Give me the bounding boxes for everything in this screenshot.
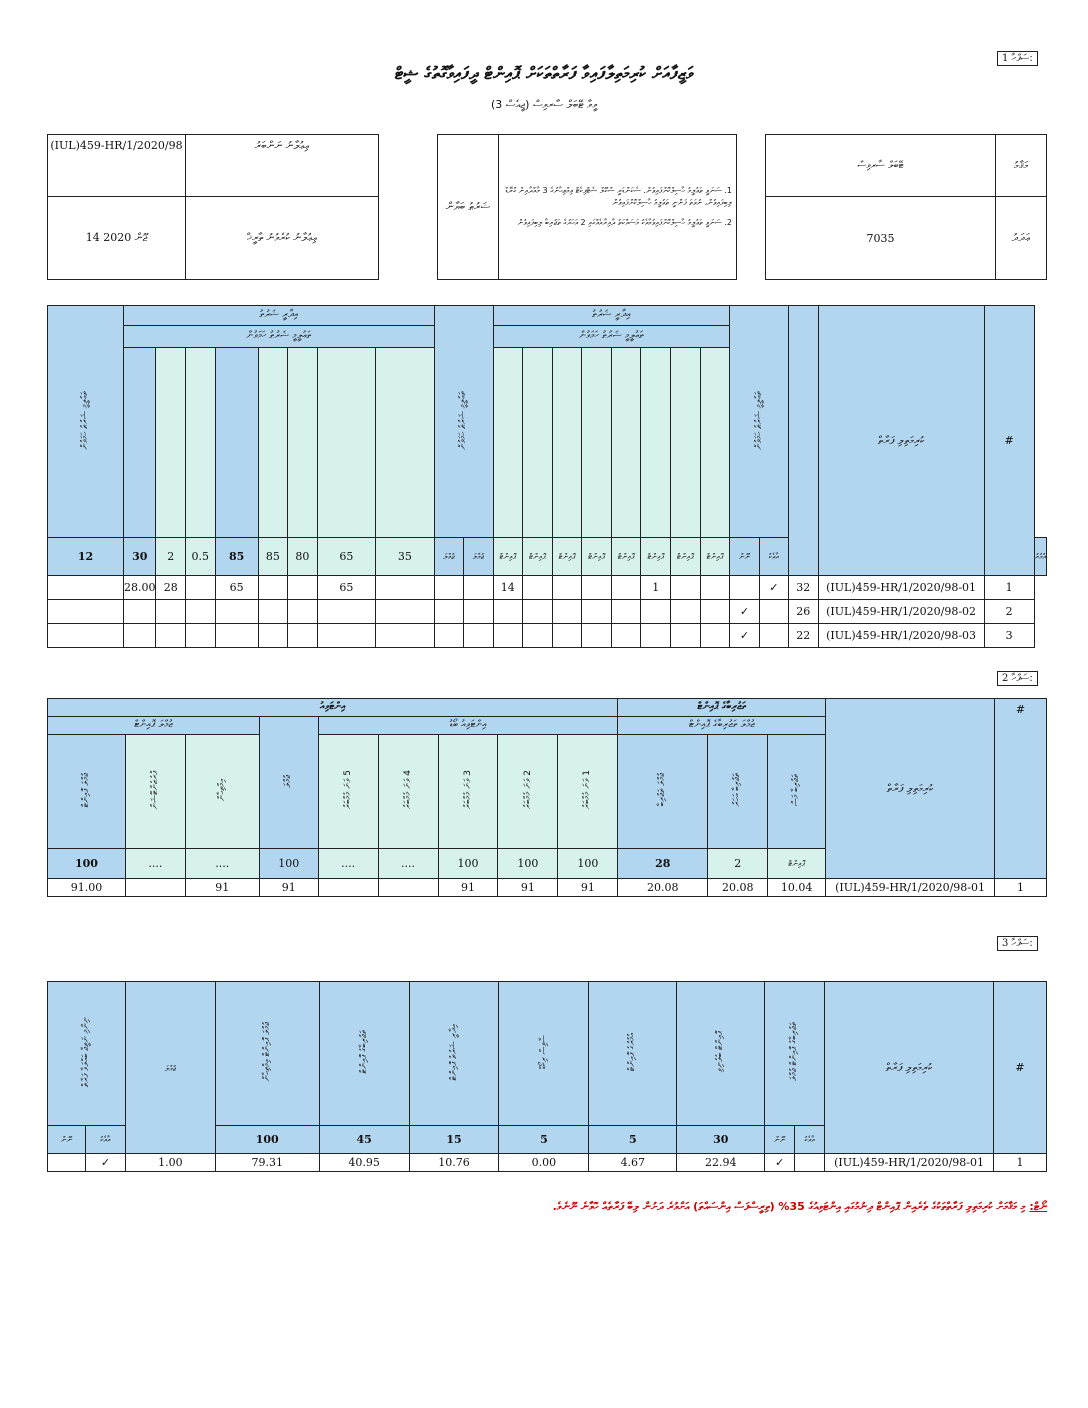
table-row bbox=[48, 879, 1047, 897]
ref-value: (IUL)459-HR/1/2020/98 bbox=[48, 135, 186, 197]
t1-h-h bbox=[376, 348, 435, 538]
t1-max-8: 35 bbox=[376, 538, 435, 576]
t2-r1-m3: 91 bbox=[438, 879, 498, 897]
t2-col-exam: އިމްތިޙާން bbox=[185, 735, 259, 849]
count-value: 7035 bbox=[766, 197, 996, 280]
t2-max-2: .... bbox=[185, 849, 259, 879]
t3-r1-c-no bbox=[48, 1154, 86, 1172]
post-box bbox=[765, 134, 1047, 280]
t1-max-17: ޕޮއިންޓް bbox=[671, 538, 701, 576]
t1-max-1: 30 bbox=[123, 538, 156, 576]
t1-h-g bbox=[317, 348, 376, 538]
t1-max-2: 2 bbox=[156, 538, 186, 576]
t3-r1-total: 79.31 bbox=[215, 1154, 319, 1172]
t2-col-m2: 2 ވަނަ މެމްބަރު bbox=[498, 735, 558, 849]
t3-max-10: އާއެކު bbox=[795, 1126, 825, 1154]
t2-r1-m1: 91 bbox=[558, 879, 618, 897]
t2-r1-ref: (IUL)459-HR/1/2020/98-01 bbox=[826, 879, 995, 897]
t1-r1-check-yes: ✓ bbox=[759, 576, 788, 600]
t3-r1-p45: 40.95 bbox=[319, 1154, 409, 1172]
t1-h-c bbox=[185, 348, 215, 538]
footer-label: ނޯޓް: bbox=[1029, 1200, 1047, 1213]
t3-r1-ref: (IUL)459-HR/1/2020/98-01 bbox=[825, 1154, 994, 1172]
t1-r2-age: 26 bbox=[789, 600, 819, 624]
t1-r3-ref: (IUL)459-HR/1/2020/98-03 bbox=[818, 624, 984, 648]
t1-max-3: 0.5 bbox=[185, 538, 215, 576]
t2-max-1: .... bbox=[125, 849, 185, 879]
table-row bbox=[48, 576, 1047, 600]
t2-max-6: 100 bbox=[438, 849, 498, 879]
t3-col-p15: އިދާރީ ޝަރުތު ޕޮއިންޓް bbox=[409, 982, 499, 1126]
t2-r1-exp-years: 20.08 bbox=[708, 879, 768, 897]
t1-r2-num: 2 bbox=[984, 600, 1034, 624]
t2-col-m1: 1 ވަނަ މެމްބަރު bbox=[558, 735, 618, 849]
t1-h-o bbox=[671, 348, 701, 538]
t1-max-10: ޖުމްލަ bbox=[464, 538, 493, 576]
t1-max-4: 85 bbox=[215, 538, 258, 576]
t1-h-k bbox=[552, 348, 582, 538]
t2-r1-presentation bbox=[125, 879, 185, 897]
ref-label: ޢިޢުލާނު ނަންބަރު bbox=[186, 135, 379, 197]
t1-hash: # bbox=[984, 306, 1034, 576]
t1-max-7: 65 bbox=[317, 538, 376, 576]
t1-r1-score-a: 28.00 bbox=[123, 576, 156, 600]
t2-r1-m2: 91 bbox=[498, 879, 558, 897]
t2-col-interview-total: ޖުމްލަ bbox=[259, 717, 318, 849]
t3-max-6: 5 bbox=[499, 1126, 589, 1154]
t1-max-15: ޕޮއިންޓް bbox=[611, 538, 641, 576]
t2-col-m3: 3 ވަނަ މެމްބަރު bbox=[438, 735, 498, 849]
t1-r1-score-b: 28 bbox=[156, 576, 186, 600]
t1-col-check: ތަޢުލީމީ ޝަރުޠު ހަމަވުން bbox=[730, 306, 789, 538]
t1-h-e bbox=[258, 348, 288, 538]
t1-r1-score-d: 65 bbox=[215, 576, 258, 600]
t2-max-4: .... bbox=[318, 849, 378, 879]
t2-col-exp-months: ތަޖުރިބާ މަސް bbox=[768, 735, 826, 849]
post-value: ޓޭބަލް ސާރވިސް bbox=[766, 135, 996, 197]
t3-r1-c-yes: ✓ bbox=[85, 1154, 125, 1172]
t2-hash: # bbox=[995, 699, 1047, 879]
t2-group-a: ތަޖުރިބާގެ ޕޮއިންޓް bbox=[618, 699, 826, 717]
t3-col-rank: ޖުމްލަ bbox=[125, 982, 215, 1154]
t1-r1-ref: (IUL)459-HR/1/2020/98-01 bbox=[818, 576, 984, 600]
t1-max-5: 85 bbox=[258, 538, 288, 576]
footer-note bbox=[330, 1200, 1047, 1214]
t3-r1-p30: 22.94 bbox=[677, 1154, 765, 1172]
t1-r3-check-no: ✓ bbox=[730, 624, 759, 648]
t1-r1-num: 1 bbox=[984, 576, 1034, 600]
table-1 bbox=[47, 305, 1047, 648]
t1-h-j bbox=[523, 348, 553, 538]
t1-r1-check-no bbox=[730, 576, 759, 600]
t3-hash: # bbox=[993, 982, 1046, 1154]
t2-col-m4: 4 ވަނަ މެމްބަރު bbox=[378, 735, 438, 849]
t1-right-header: ކުރިމަތިލި ފަރާތް bbox=[818, 306, 984, 576]
t2-col-presentation: ޕްރެޒެންޓޭޝަން bbox=[125, 735, 185, 849]
t3-max-4: 45 bbox=[319, 1126, 409, 1154]
t2-r1-exp-months: 10.04 bbox=[768, 879, 826, 897]
t1-h-p bbox=[700, 348, 730, 538]
criteria-text bbox=[499, 135, 737, 280]
t3-max-8: 30 bbox=[677, 1126, 765, 1154]
t2-max-8: 100 bbox=[558, 849, 618, 879]
t1-max-12: ޕޮއިންޓް bbox=[523, 538, 553, 576]
table-row bbox=[48, 624, 1047, 648]
t3-r1-p5b: 4.67 bbox=[589, 1154, 677, 1172]
t2-r1-exam: 91 bbox=[185, 879, 259, 897]
t1-group-header-a: އިދާރީ ޝަރުތު bbox=[123, 306, 434, 326]
criteria-2: 2. ސަނަވީ ތަޢުލީމު ހާސިލްކޮށްފައިވުމާއެކު މަސައްކަތު ދާއިރާއެއްގައި 2 އަހަރުގެ ތަޖުރިބާ ލިބިފައިވުން bbox=[517, 218, 732, 227]
t1-r2-ref: (IUL)459-HR/1/2020/98-02 bbox=[818, 600, 984, 624]
criteria-label: ޝަރުޠު ބަޔާން bbox=[438, 135, 499, 280]
t1-max-6: 80 bbox=[288, 538, 318, 576]
t1-max-18: ޕޮއިންޓް bbox=[700, 538, 730, 576]
criteria-box bbox=[437, 134, 737, 280]
t2-max-9: 28 bbox=[618, 849, 708, 879]
t2-max-5: .... bbox=[378, 849, 438, 879]
t3-col-check: ތަޖުރިބާގެ ޕޮއިންޓް ޖުމްލަ bbox=[765, 982, 825, 1126]
t1-max-11: ޕޮއިންޓް bbox=[493, 538, 523, 576]
t2-col-exp-years: ތަޖުރިބާ އަހަރު bbox=[708, 735, 768, 849]
t3-max-3: 100 bbox=[215, 1126, 319, 1154]
table-3 bbox=[47, 981, 1047, 1172]
t3-max-9: ނޫން bbox=[765, 1126, 795, 1154]
t2-max-7: 100 bbox=[498, 849, 558, 879]
t1-h-b bbox=[156, 348, 186, 538]
t3-col-p45: ތަޖުރިބާގެ ޕޮއިންޓް bbox=[319, 982, 409, 1126]
t2-r1-m5 bbox=[318, 879, 378, 897]
t1-max-14: ޕޮއިންޓް bbox=[582, 538, 612, 576]
t2-group-b: އިންޓަވިއު bbox=[48, 699, 618, 717]
t2-r1-exp-total: 20.08 bbox=[618, 879, 708, 897]
t1-max-19: ނޫން bbox=[730, 538, 759, 576]
t1-sub-header-b: ތަޢުލީމީ ޝަރުޠު ހަމަވުން bbox=[493, 326, 730, 348]
t2-sub-b: އިންޓަވިއު ބޯޑު bbox=[318, 717, 618, 735]
t2-sub-a: ޖުމްލަ ތަޖުރިބާގެ ޕޮއިންޓް bbox=[618, 717, 826, 735]
t2-max-0: 100 bbox=[48, 849, 126, 879]
t1-sub-header-a: ތަޢުލީމީ ޝަރުޠު ހަމަވުން bbox=[123, 326, 434, 348]
t3-col-total: ޖުމްލަ ޕޮއިންޓް ޢިމްތިޙާން bbox=[215, 982, 319, 1126]
t1-h-f bbox=[288, 348, 318, 538]
t2-col-exp-total: ޖުމްލަ ތަޖުރިބާ bbox=[618, 735, 708, 849]
t2-sub-c: ޖުމްލަ ޕޮއިންޓް bbox=[48, 717, 260, 735]
t3-r1-check: ✓ bbox=[765, 1154, 795, 1172]
t2-r1-num: 1 bbox=[995, 879, 1047, 897]
t1-r1-score-g: 1 bbox=[641, 576, 671, 600]
page-tag-3: 3 ސަފްހާ: bbox=[997, 936, 1038, 951]
t3-r1-rank: 1.00 bbox=[125, 1154, 215, 1172]
criteria-1: 1. ސަނަވީ ތަޢުލީމު ހާސިލްކޮށްފައިވުން. ސެކަންޑަރީ ސްކޫލް ސެޓްފިކެޓް ޢިމްތިޙާނުގެ 3 މާއްދާއިން ގްރޭޑް ލިބިފައިވުން، ނުވަތަ ފަންނީ ތަޢުލީމު ހާސިލްކޮށްފައިވުން bbox=[505, 186, 732, 207]
t3-col-p5b: އުމުރުގެ ޕޮއިންޓް bbox=[589, 982, 677, 1126]
t1-max-20: އާއެކު bbox=[759, 538, 788, 576]
t1-h-i bbox=[493, 348, 523, 538]
t3-r1-p5a: 0.00 bbox=[499, 1154, 589, 1172]
t1-h-d bbox=[215, 348, 258, 538]
t3-max-5: 15 bbox=[409, 1126, 499, 1154]
t3-r1-num: 1 bbox=[993, 1154, 1046, 1172]
t2-col-total: ޖުމްލަ ޕޮއިންޓް bbox=[48, 735, 126, 849]
t2-max-3: 100 bbox=[259, 849, 318, 879]
t2-col-m5: 5 ވަނަ މެމްބަރު bbox=[318, 735, 378, 849]
t1-r3-age: 22 bbox=[789, 624, 819, 648]
t2-right-header: ކުރިމަތިލި ފަރާތް bbox=[826, 699, 995, 879]
page-tag-2: 2 ސަފްހާ: bbox=[997, 671, 1038, 686]
table-row bbox=[48, 1154, 1047, 1172]
t1-max-0: 12 bbox=[48, 538, 124, 576]
page-subtitle: ވީވާ ޓޭބަލް ސާރވިސް (ޖީއެސް 3) bbox=[490, 98, 598, 111]
count-label: ޢަދަދު bbox=[996, 197, 1047, 280]
date-label: ޢިޢުލާނު ކުރެވުނު ތާރީޚް bbox=[186, 197, 379, 280]
table-2 bbox=[47, 698, 1047, 897]
t3-max-0: ނޫން bbox=[48, 1126, 86, 1154]
t1-col-age bbox=[789, 306, 819, 576]
t1-max-16: ޕޮއިންޓް bbox=[641, 538, 671, 576]
t1-max-21: އުމުރު bbox=[1034, 538, 1046, 576]
t1-col-total: ތަޢުލީމީ ޝަރުޠު ހަމަވުން bbox=[48, 306, 124, 538]
t1-h-n bbox=[641, 348, 671, 538]
t1-h-l bbox=[582, 348, 612, 538]
t3-right-header: ކުރިމަތިލި ފަރާތް bbox=[825, 982, 994, 1154]
t1-r1-score-e: 65 bbox=[317, 576, 376, 600]
t1-r1-score-f: 14 bbox=[493, 576, 523, 600]
t1-max-9: ޖުމްލަ bbox=[434, 538, 463, 576]
t1-group-header-b: އިދާރީ ޝަރުތު bbox=[493, 306, 730, 326]
t1-r1-age: 32 bbox=[789, 576, 819, 600]
t1-r3-num: 3 bbox=[984, 624, 1034, 648]
t2-r1-total: 91.00 bbox=[48, 879, 126, 897]
ref-date-box bbox=[47, 134, 379, 280]
t3-col-p30: ޕޮއިންޓް ބެލެނިވި bbox=[677, 982, 765, 1126]
page-tag-1: 1 ސަފްހާ: bbox=[997, 51, 1038, 66]
t3-max-7: 5 bbox=[589, 1126, 677, 1154]
page-title: ވަޒީފާއަށް ކުރިމަތިލާފައިވާ ފަރާތްތަކަށް ޕޮއިންޓް ދީފައިވާގޮތުގެ ޝީޓް bbox=[394, 64, 694, 84]
t2-r1-m4 bbox=[378, 879, 438, 897]
footer-text: މި މަޤާމަށް ކުރިމަތިލި ފަރާތްތަކުގެ ތެރެއިން ޕޮއިންޓް ދިނުމުގައި އިންޓަވިއުގެ 35% (ތިރީސްފަސް އިންސައްތަ) އަށްވުރެ ދަށުން ލިބޭ ފަރާތެއް ހޮވާނެ ނޫނެވެ. bbox=[552, 1200, 1026, 1213]
t1-h-m bbox=[611, 348, 641, 538]
table-row bbox=[48, 600, 1047, 624]
t3-col-p5a: ސާވިސް ރިކޯޑް bbox=[499, 982, 589, 1126]
t1-max-13: ޕޮއިންޓް bbox=[552, 538, 582, 576]
t1-h-a bbox=[123, 348, 156, 538]
t3-r1-p15: 10.76 bbox=[409, 1154, 499, 1172]
t2-r1-interview-total: 91 bbox=[259, 879, 318, 897]
post-label: މަޤާމު bbox=[996, 135, 1047, 197]
date-value: 14 ޖޫން 2020 bbox=[48, 197, 186, 280]
t1-r2-check-no: ✓ bbox=[730, 600, 759, 624]
t2-max-11: ޕޮއިންޓް bbox=[768, 849, 826, 879]
t2-max-10: 2 bbox=[708, 849, 768, 879]
t3-max-1: އާއެކު bbox=[85, 1126, 125, 1154]
t3-col-final: ނިންމި ނަތީޖާ ބައްލަވާ ފަރާތް bbox=[48, 982, 126, 1126]
t1-col-mid: ތަޢުލީމީ ޝަރުޠު ހަމަވުން bbox=[434, 306, 493, 538]
